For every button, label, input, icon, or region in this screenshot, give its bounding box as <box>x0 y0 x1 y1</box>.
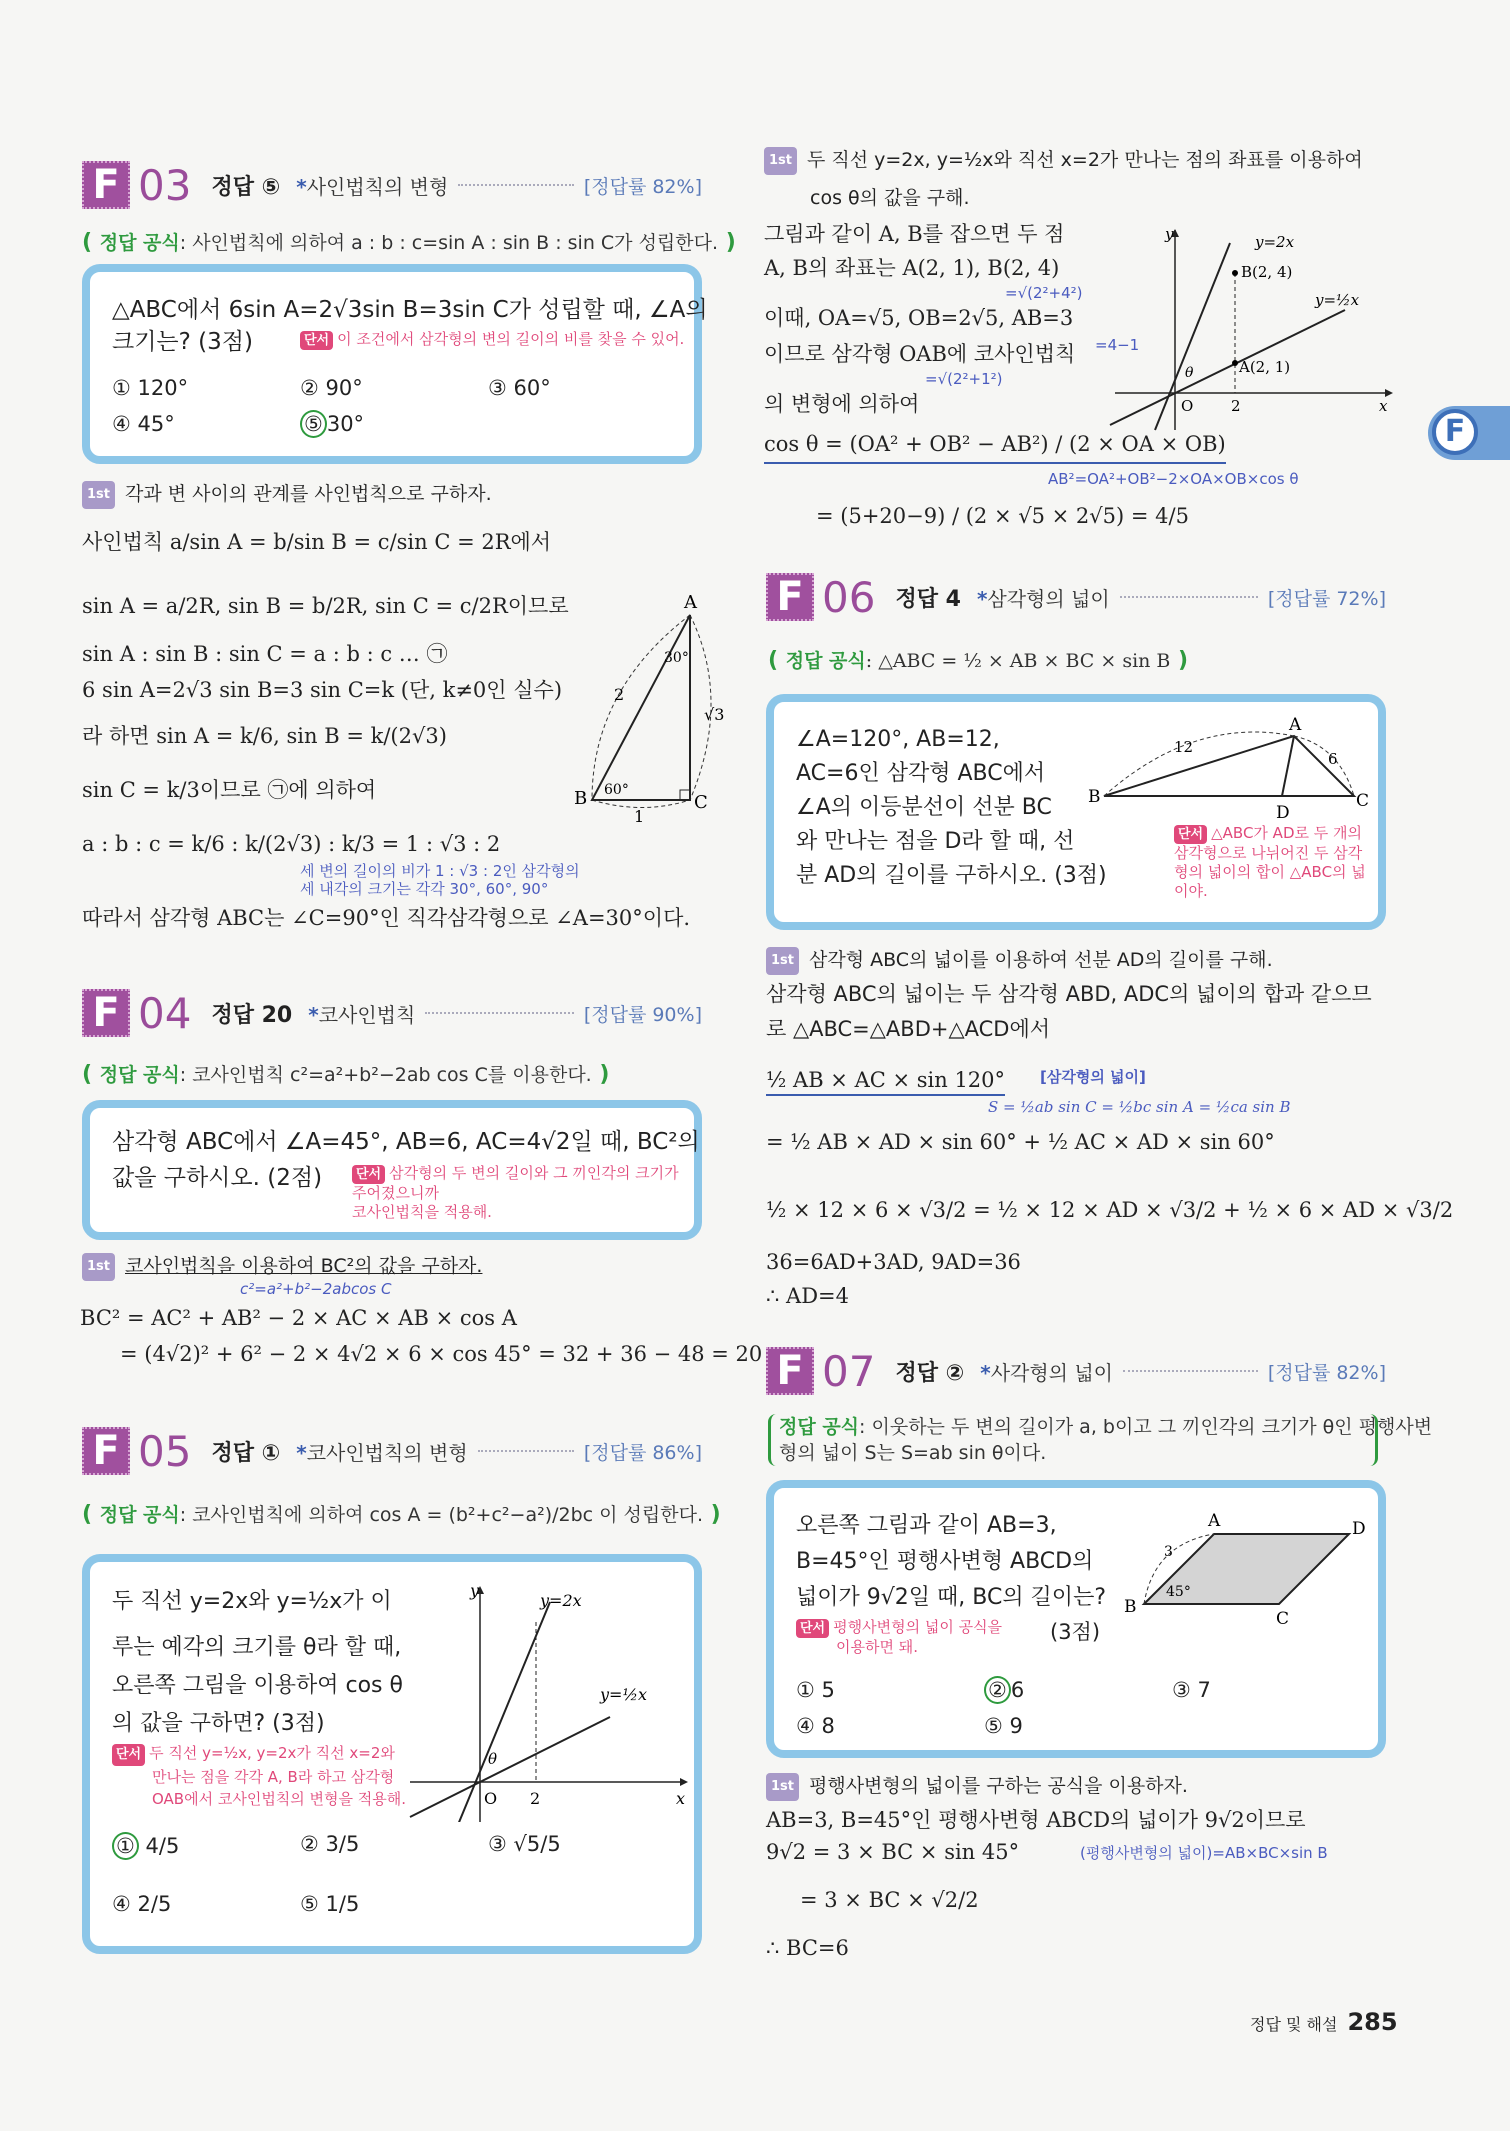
note: =√(2²+1²) <box>925 370 1003 388</box>
side-bc: 1 <box>634 807 645 826</box>
triangle-figure-f03 <box>562 590 732 830</box>
answer: 정답 ① <box>211 1440 281 1466</box>
question-line: 와 만나는 점을 D라 할 때, 선 <box>796 829 1075 854</box>
problem-header-f03: F 03 정답 ⑤ *사인법칙의 변형 [정답률 82%] <box>82 160 702 210</box>
solution-line: 그림과 같이 A, B를 잡으면 두 점 <box>764 222 1065 246</box>
vertex-c: C <box>1356 791 1370 811</box>
section-badge: F <box>82 161 130 209</box>
answer: 정답 20 <box>211 1002 293 1028</box>
line-label-2x: y=2x <box>1255 233 1295 251</box>
solution-line: = ½ AB × AD × sin 60° + ½ AC × AD × sin 60° <box>766 1130 1275 1154</box>
step-1st: 1st 삼각형 ABC의 넓이를 이용하여 선분 AD의 길이를 구해. <box>766 946 1273 975</box>
vertex-b: B <box>1088 787 1101 807</box>
section-badge: F <box>82 1427 130 1475</box>
step-note: c²=a²+b²−2abcos C <box>240 1280 392 1298</box>
hint: 단서 두 직선 y=½x, y=2x가 직선 x=2와 만나는 점을 각각 A, B라 하고 삼각형 OAB에서 코사인법칙의 변형을 적용해. <box>112 1742 406 1810</box>
axis-y: y <box>470 1582 480 1600</box>
vertex-a: A <box>1208 1511 1221 1531</box>
solution-line: 로 △ABC=△ABD+△ACD에서 <box>766 1017 1051 1041</box>
answer: 정답 4 <box>895 586 961 612</box>
question-line: △ABC에서 6sin A=2√3sin B=3sin C가 성립할 때, ∠A의 <box>112 297 708 323</box>
side-ac: √3 <box>704 705 725 724</box>
correct-rate: [정답률 86%] <box>583 1441 702 1464</box>
solution-line: 6 sin A=2√3 sin B=3 sin C=k (단, k≠0인 실수) <box>82 678 563 702</box>
question-line: 오른쪽 그림과 같이 AB=3, <box>796 1513 1057 1538</box>
chapter-tab-letter: F <box>1432 409 1478 455</box>
theta: θ <box>488 1750 498 1768</box>
hint: 단서 이 조건에서 삼각형의 변의 길이의 비를 찾을 수 있어. <box>300 330 685 350</box>
vertex-c: C <box>1276 1609 1290 1624</box>
answer-formula: ( 정답 공식: 사인법칙에 의하여 a : b : c=sin A : sin B : sin C가 성립한다. ) <box>82 230 736 255</box>
question-line: 크기는? (3점) <box>112 329 253 355</box>
step-1st: 1st 코사인법칙을 이용하여 BC²의 값을 구하자. <box>82 1252 482 1281</box>
answer-formula: ( 정답 공식: 코사인법칙에 의하여 cos A = (b²+c²−a²)/2bc 이 성립한다. ) <box>82 1502 721 1527</box>
solution-line: ∴ AD=4 <box>766 1284 849 1308</box>
solution-line: sin C = k/3이므로 ㉠에 의하여 <box>82 778 377 802</box>
section-badge: F <box>766 573 814 621</box>
correct-rate: [정답률 72%] <box>1267 587 1386 610</box>
side-ac: 6 <box>1328 750 1338 768</box>
problem-header-f07: F 07 정답 ② *사각형의 넓이 [정답률 82%] <box>766 1346 1386 1396</box>
vertex-b: B <box>574 788 588 809</box>
page-number: 285 <box>1347 2008 1398 2036</box>
step-1st: 1st 두 직선 y=2x, y=½x와 직선 x=2가 만나는 점의 좌표를 이용하여 <box>764 146 1363 175</box>
line-label-halfx: y=½x <box>1315 291 1360 309</box>
question-box-f04 <box>82 1100 702 1240</box>
points: (3점) <box>1050 1620 1101 1644</box>
step-1st: 1st 평행사변형의 넓이를 구하는 공식을 이용하자. <box>766 1772 1188 1801</box>
solution-line: = (5+20−9) / (2 × √5 × 2√5) = 4/5 <box>816 504 1189 528</box>
choice-1-correct[interactable]: ① 4/5 <box>112 1832 179 1860</box>
angle-a: 30° <box>664 650 689 666</box>
solution-line: sin A : sin B : sin C = a : b : c … ㉠ <box>82 642 448 666</box>
vertex-d: D <box>1276 803 1290 823</box>
answer: 정답 ⑤ <box>211 174 281 200</box>
vertex-a: A <box>1289 716 1302 735</box>
tick-2: 2 <box>530 1789 541 1808</box>
side-ab: 2 <box>614 685 625 704</box>
choice-5-correct[interactable]: ⑤ 30° <box>300 410 364 438</box>
problem-number: 07 <box>822 1346 876 1396</box>
question-box-f03 <box>82 264 708 464</box>
topic: 사각형의 넓이 <box>990 1360 1113 1385</box>
question-line: 두 직선 y=2x와 y=½x가 이 <box>112 1589 392 1614</box>
question-box-f05 <box>82 1554 702 1954</box>
answer-formula: ( 정답 공식: 코사인법칙 c²=a²+b²−2ab cos C를 이용한다. ) <box>82 1062 610 1087</box>
topic: 코사인법칙의 변형 <box>306 1440 468 1465</box>
solution-line: 이므로 삼각형 OAB에 코사인법칙 <box>764 342 1076 366</box>
solution-line: 36=6AD+3AD, 9AD=36 <box>766 1250 1021 1274</box>
solution-line: 삼각형 ABC의 넓이는 두 삼각형 ABD, ADC의 넓이의 합과 같으므 <box>766 982 1372 1006</box>
theta: θ <box>1185 365 1194 381</box>
solution-line: = (4√2)² + 6² − 2 × 4√2 × 6 × cos 45° = 32 + 36 − 48 = 20 <box>120 1342 763 1366</box>
angle-b: 45° <box>1166 1584 1191 1600</box>
problem-number: 03 <box>138 160 192 210</box>
side-ab: 12 <box>1174 738 1194 756</box>
page-footer <box>1250 2008 1398 2036</box>
tick-2: 2 <box>1231 397 1241 415</box>
solution-line: ∴ BC=6 <box>766 1936 849 1960</box>
choice-2[interactable]: ② 3/5 <box>300 1832 360 1856</box>
solution-line: 따라서 삼각형 ABC는 ∠C=90°인 직각삼각형으로 ∠A=30°이다. <box>82 906 691 930</box>
note-title: [삼각형의 넓이] <box>1040 1068 1146 1086</box>
question-line: B=45°인 평행사변형 ABCD의 <box>796 1549 1094 1574</box>
note: (평행사변형의 넓이)=AB×BC×sin B <box>1080 1844 1328 1862</box>
note: =4−1 <box>1095 336 1140 354</box>
question-line: ∠A=120°, AB=12, <box>796 727 1000 752</box>
side-ab: 3 <box>1164 1544 1173 1560</box>
axis-x: x <box>676 1789 686 1808</box>
choice-5[interactable]: ⑤ 9 <box>984 1714 1023 1738</box>
choice-1[interactable]: ① 5 <box>796 1678 835 1702</box>
solution-line: 의 변형에 의하여 <box>764 392 920 416</box>
triangle-figure-f06 <box>1084 716 1384 826</box>
solution-line: cos θ = (OA² + OB² − AB²) / (2 × OA × OB) <box>764 430 1226 464</box>
vertex-b: B <box>1124 1597 1137 1617</box>
solution-line: BC² = AC² + AB² − 2 × AC × AB × cos A <box>80 1306 517 1330</box>
question-line: 루는 예각의 크기를 θ라 할 때, <box>112 1635 402 1660</box>
section-badge: F <box>766 1347 814 1395</box>
solution-line: ½ AB × AC × sin 120° <box>766 1066 1005 1096</box>
vertex-c: C <box>694 792 708 813</box>
note: =√(2²+4²) <box>1005 284 1083 302</box>
question-line: 넓이가 9√2일 때, BC의 길이는? <box>796 1585 1106 1610</box>
solution-line: ½ × 12 × 6 × √3/2 = ½ × 12 × AD × √3/2 + ½ × 6 × AD × √3/2 <box>766 1198 1454 1222</box>
answer: 정답 ② <box>895 1360 965 1386</box>
note: S = ½ab sin C = ½bc sin A = ½ca sin B <box>988 1098 1291 1116</box>
note: 세 변의 길이의 비가 1 : √3 : 2인 삼각형의 세 내각의 크기는 각각 30°, 60°, 90° <box>300 862 580 898</box>
choice-3[interactable]: ③ √5/5 <box>488 1832 561 1856</box>
hint: 단서 삼각형의 두 변의 길이와 그 끼인각의 크기가 주어졌으니까 코사인법칙을 적용해. <box>352 1164 679 1221</box>
line-label-2x: y=2x <box>540 1591 582 1610</box>
topic: 코사인법칙 <box>318 1002 416 1027</box>
question-line: 분 AD의 길이를 구하시오. (3점) <box>796 863 1107 888</box>
correct-rate: [정답률 82%] <box>1267 1361 1386 1384</box>
choice-2[interactable]: ② 90° <box>300 376 363 400</box>
origin: O <box>1181 397 1194 415</box>
step-cont: cos θ의 값을 구해. <box>810 187 970 209</box>
question-line: 값을 구하시오. (2점) <box>112 1165 323 1191</box>
topic: 삼각형의 넓이 <box>987 586 1110 611</box>
hint: 단서 △ABC가 AD로 두 개의 삼각형으로 나뉘어진 두 삼각형의 넓이의 합이 △ABC의 넓이야. <box>1174 824 1366 900</box>
chapter-tab[interactable] <box>1428 406 1510 460</box>
axis-y: y <box>1165 225 1174 243</box>
choice-4[interactable]: ④ 2/5 <box>112 1892 172 1916</box>
footer-label: 정답 및 해설 <box>1250 2015 1338 2034</box>
solution-line: = 3 × BC × √2/2 <box>800 1888 979 1912</box>
choice-5[interactable]: ⑤ 1/5 <box>300 1892 360 1916</box>
section-badge: F <box>82 989 130 1037</box>
solution-line: AB=3, B=45°인 평행사변형 ABCD의 넓이가 9√2이므로 <box>766 1808 1306 1832</box>
choice-3[interactable]: ③ 60° <box>488 376 551 400</box>
correct-rate: [정답률 90%] <box>583 1003 702 1026</box>
axis-x: x <box>1379 397 1388 415</box>
choice-2-correct[interactable]: ② 6 <box>984 1676 1024 1704</box>
line-label-halfx: y=½x <box>600 1685 647 1704</box>
answer-formula: ( 정답 공식: △ABC = ½ × AB × BC × sin B ) <box>768 648 1189 673</box>
question-line: 의 값을 구하면? (3점) <box>112 1711 325 1736</box>
solution-line: sin A = a/2R, sin B = b/2R, sin C = c/2R이므로 <box>82 594 569 618</box>
point-a: A(2, 1) <box>1239 358 1291 376</box>
question-line: 삼각형 ABC에서 ∠A=45°, AB=6, AC=4√2일 때, BC²의 <box>112 1129 700 1155</box>
point-b: B(2, 4) <box>1241 263 1293 281</box>
origin: O <box>484 1789 498 1808</box>
problem-number: 05 <box>138 1426 192 1476</box>
choice-3[interactable]: ③ 7 <box>1172 1678 1211 1702</box>
problem-number: 04 <box>138 988 192 1038</box>
answer-formula: 정답 공식: 이웃하는 두 변의 길이가 a, b이고 그 끼인각의 크기가 θ인 평행사변 형의 넓이 S는 S=ab sin θ이다. <box>768 1414 1378 1466</box>
question-box-f07 <box>766 1480 1386 1758</box>
problem-header-f04: F 04 정답 20 *코사인법칙 [정답률 90%] <box>82 988 702 1038</box>
line-graph-solution-f05 <box>1105 225 1395 435</box>
parallelogram-figure-f07 <box>1114 1504 1374 1624</box>
hint: 단서 평행사변형의 넓이 공식을 이용하면 돼. <box>796 1618 1002 1657</box>
solution-line: a : b : c = k/6 : k/(2√3) : k/3 = 1 : √3 : 2 <box>82 832 501 856</box>
question-box-f06 <box>766 694 1386 930</box>
solution-line: A, B의 좌표는 A(2, 1), B(2, 4) <box>764 256 1060 280</box>
solution-line: 이때, OA=√5, OB=2√5, AB=3 <box>764 306 1074 330</box>
problem-number: 06 <box>822 572 876 622</box>
question-line: ∠A의 이등분선이 선분 BC <box>796 795 1052 820</box>
topic: 사인법칙의 변형 <box>306 174 449 199</box>
question-line: 오른쪽 그림을 이용하여 cos θ <box>112 1673 403 1698</box>
note: AB²=OA²+OB²−2×OA×OB×cos θ <box>1048 470 1299 488</box>
vertex-a: A <box>684 592 697 613</box>
problem-header-f05: F 05 정답 ① *코사인법칙의 변형 [정답률 86%] <box>82 1426 702 1476</box>
angle-b: 60° <box>604 782 629 798</box>
step-1st: 1st 각과 변 사이의 관계를 사인법칙으로 구하자. <box>82 480 492 509</box>
choice-1[interactable]: ① 120° <box>112 376 189 400</box>
solution-line: 9√2 = 3 × BC × sin 45° <box>766 1840 1020 1864</box>
question-line: AC=6인 삼각형 ABC에서 <box>796 761 1046 786</box>
problem-header-f06: F 06 정답 4 *삼각형의 넓이 [정답률 72%] <box>766 572 1386 622</box>
solution-line: 라 하면 sin A = k/6, sin B = k/(2√3) <box>82 724 447 748</box>
solution-line: 사인법칙 a/sin A = b/sin B = c/sin C = 2R에서 <box>82 530 552 554</box>
vertex-d: D <box>1352 1519 1366 1539</box>
line-graph-f05 <box>400 1582 690 1822</box>
choice-4[interactable]: ④ 45° <box>112 412 175 436</box>
correct-rate: [정답률 82%] <box>583 175 702 198</box>
choice-4[interactable]: ④ 8 <box>796 1714 835 1738</box>
